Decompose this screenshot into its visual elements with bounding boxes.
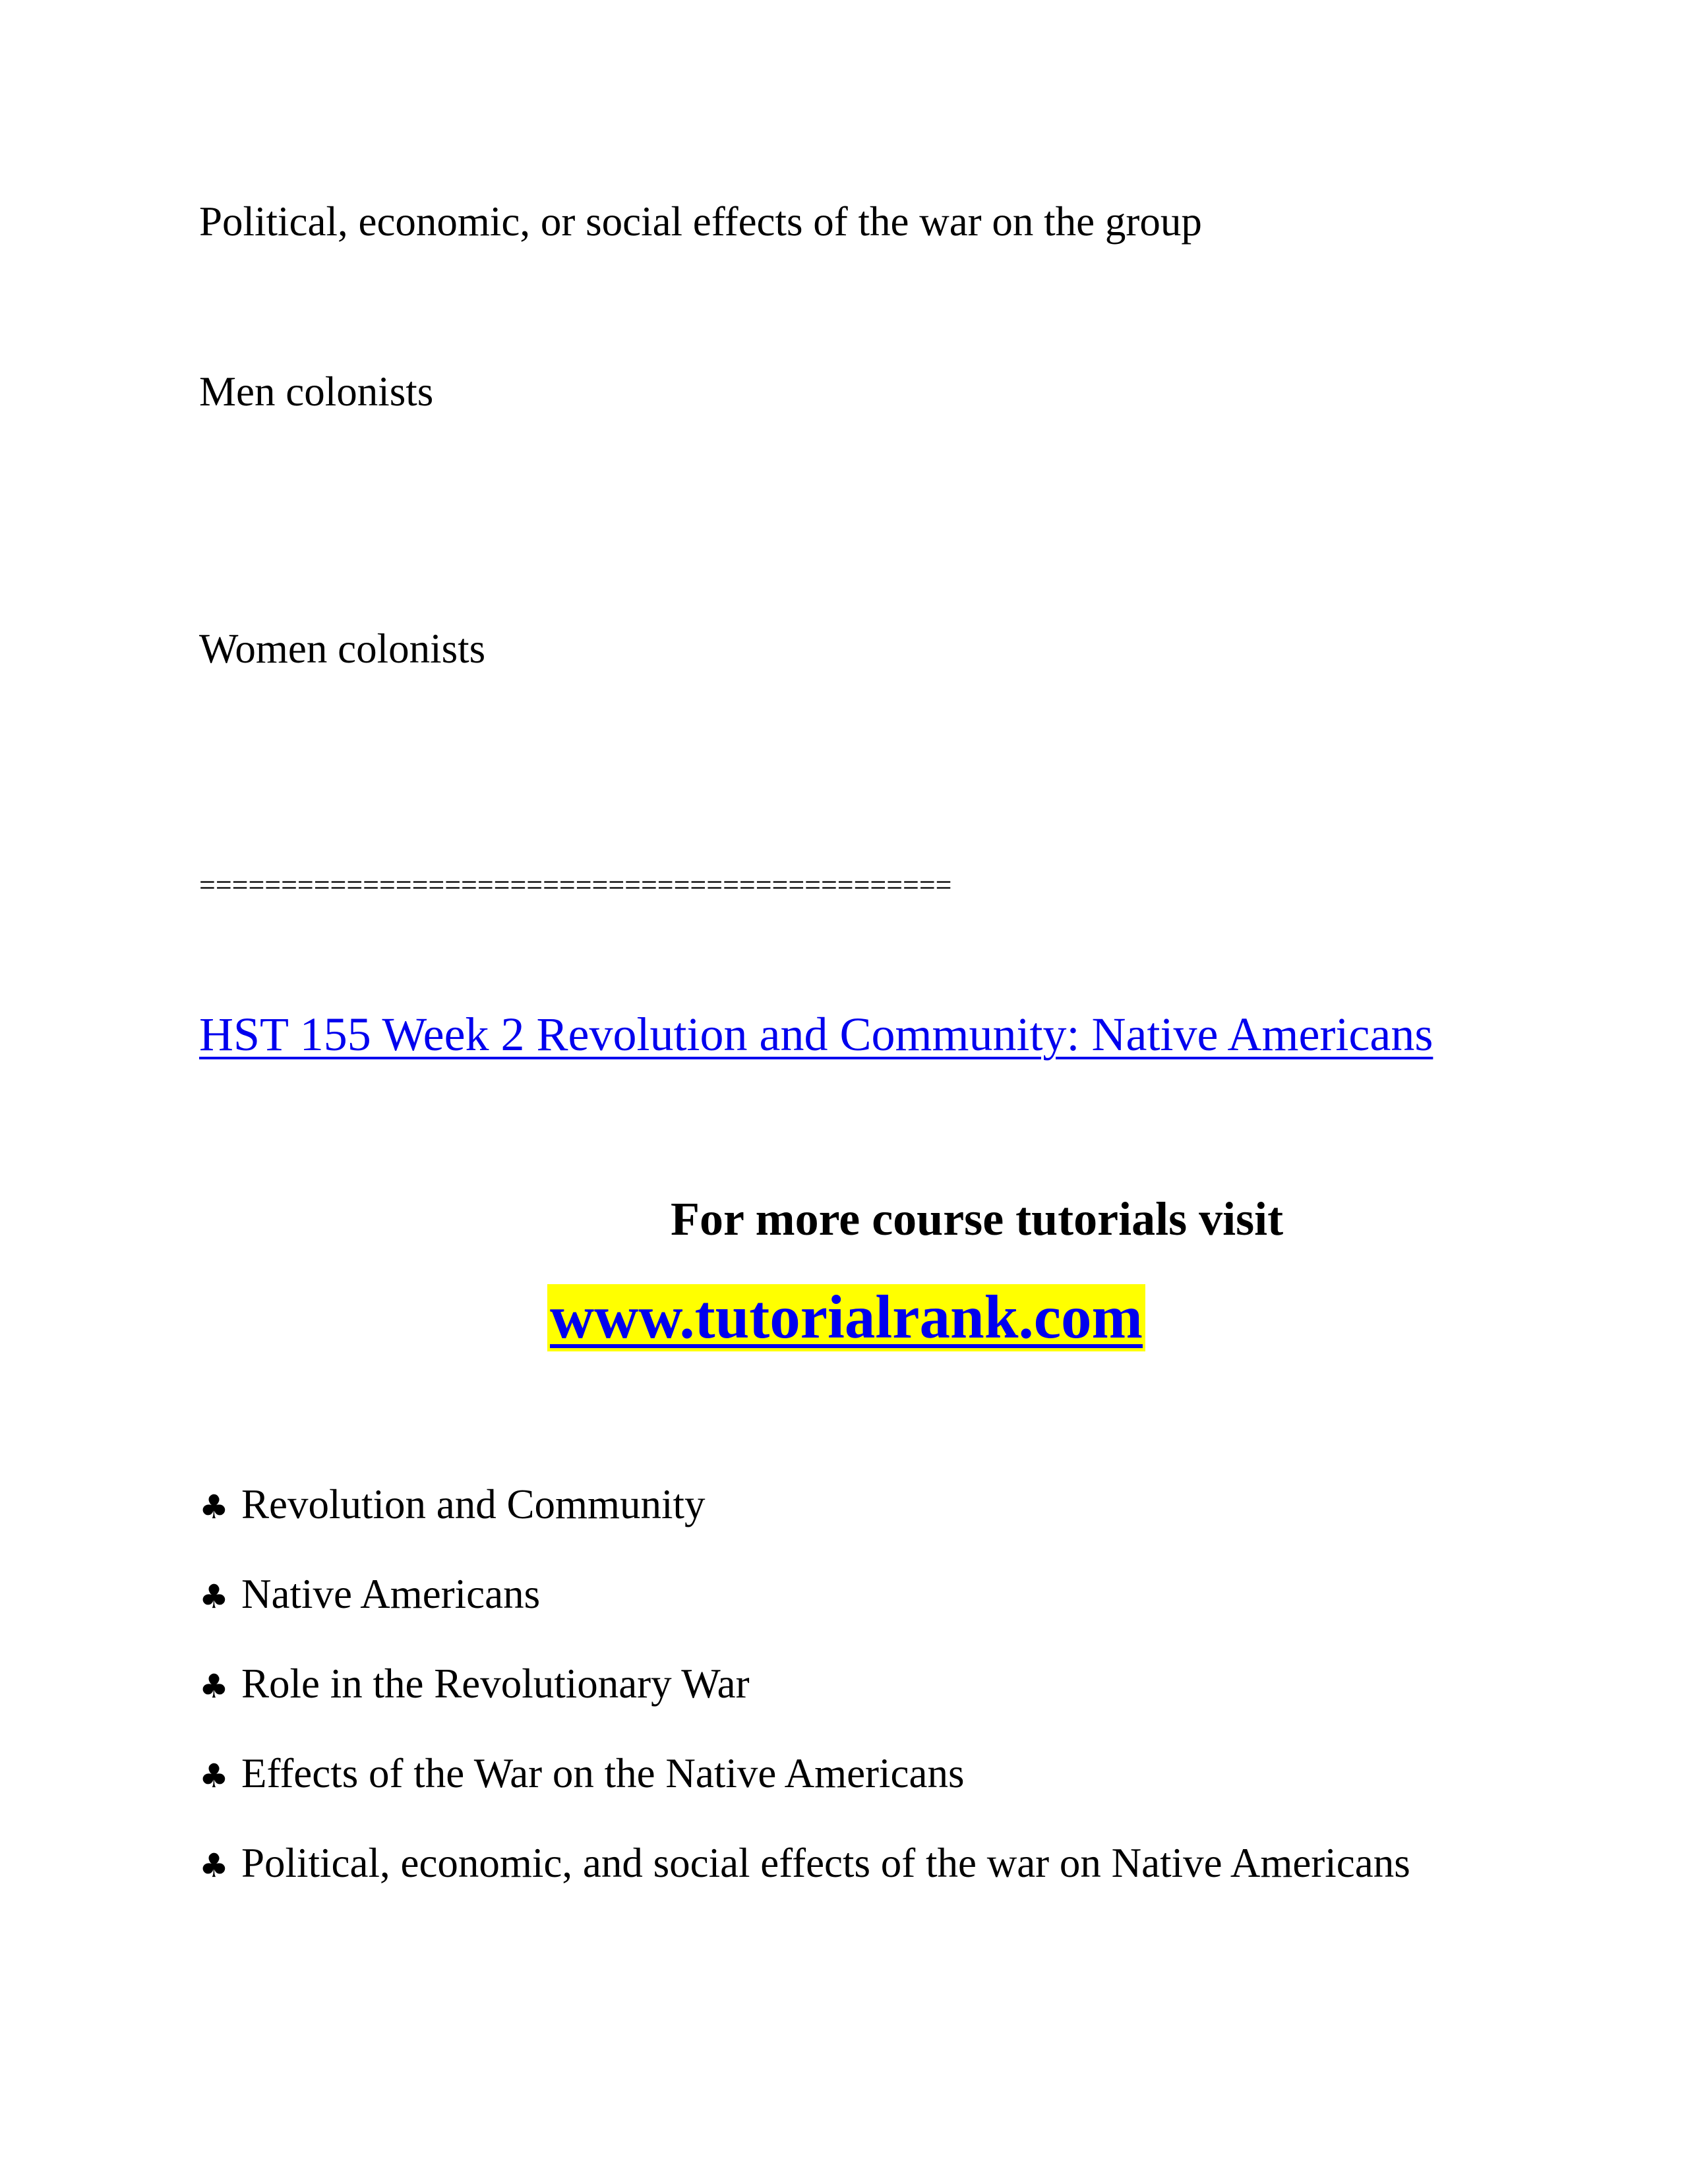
women-colonists-label: Women colonists: [199, 626, 486, 672]
club-icon: ♣: [199, 1757, 229, 1795]
club-icon: ♣: [199, 1488, 229, 1526]
list-item: [199, 1746, 1410, 1835]
list-item: [199, 1656, 1410, 1746]
list-item-text: Native Americans: [241, 1571, 541, 1617]
club-icon: ♣: [199, 1667, 229, 1705]
club-icon: ♣: [199, 1846, 229, 1885]
intro-text: Political, economic, or social effects of the war on the group: [199, 198, 1202, 245]
club-icon: ♣: [199, 1578, 229, 1616]
men-colonists-label: Men colonists: [199, 369, 434, 415]
topic-list: [199, 1477, 1410, 1925]
course-title-link[interactable]: HST 155 Week 2 Revolution and Community: Native Americans: [199, 1008, 1433, 1061]
list-item-text: Effects of the War on the Native Americans: [241, 1750, 965, 1796]
list-item: [199, 1835, 1410, 1925]
list-item-text: Revolution and Community: [241, 1481, 706, 1527]
tutorialrank-link[interactable]: www.tutorialrank.com: [550, 1284, 1143, 1351]
promo-highlight: [547, 1284, 1145, 1351]
list-item: [199, 1477, 1410, 1566]
list-item-text: Political, economic, and social effects of the war on Native Americans: [241, 1840, 1410, 1886]
separator-line: ==============================================: [199, 869, 952, 901]
list-item-text: Role in the Revolutionary War: [241, 1661, 750, 1707]
list-item: [199, 1566, 1410, 1656]
promo-heading: For more course tutorials visit: [671, 1193, 1284, 1245]
